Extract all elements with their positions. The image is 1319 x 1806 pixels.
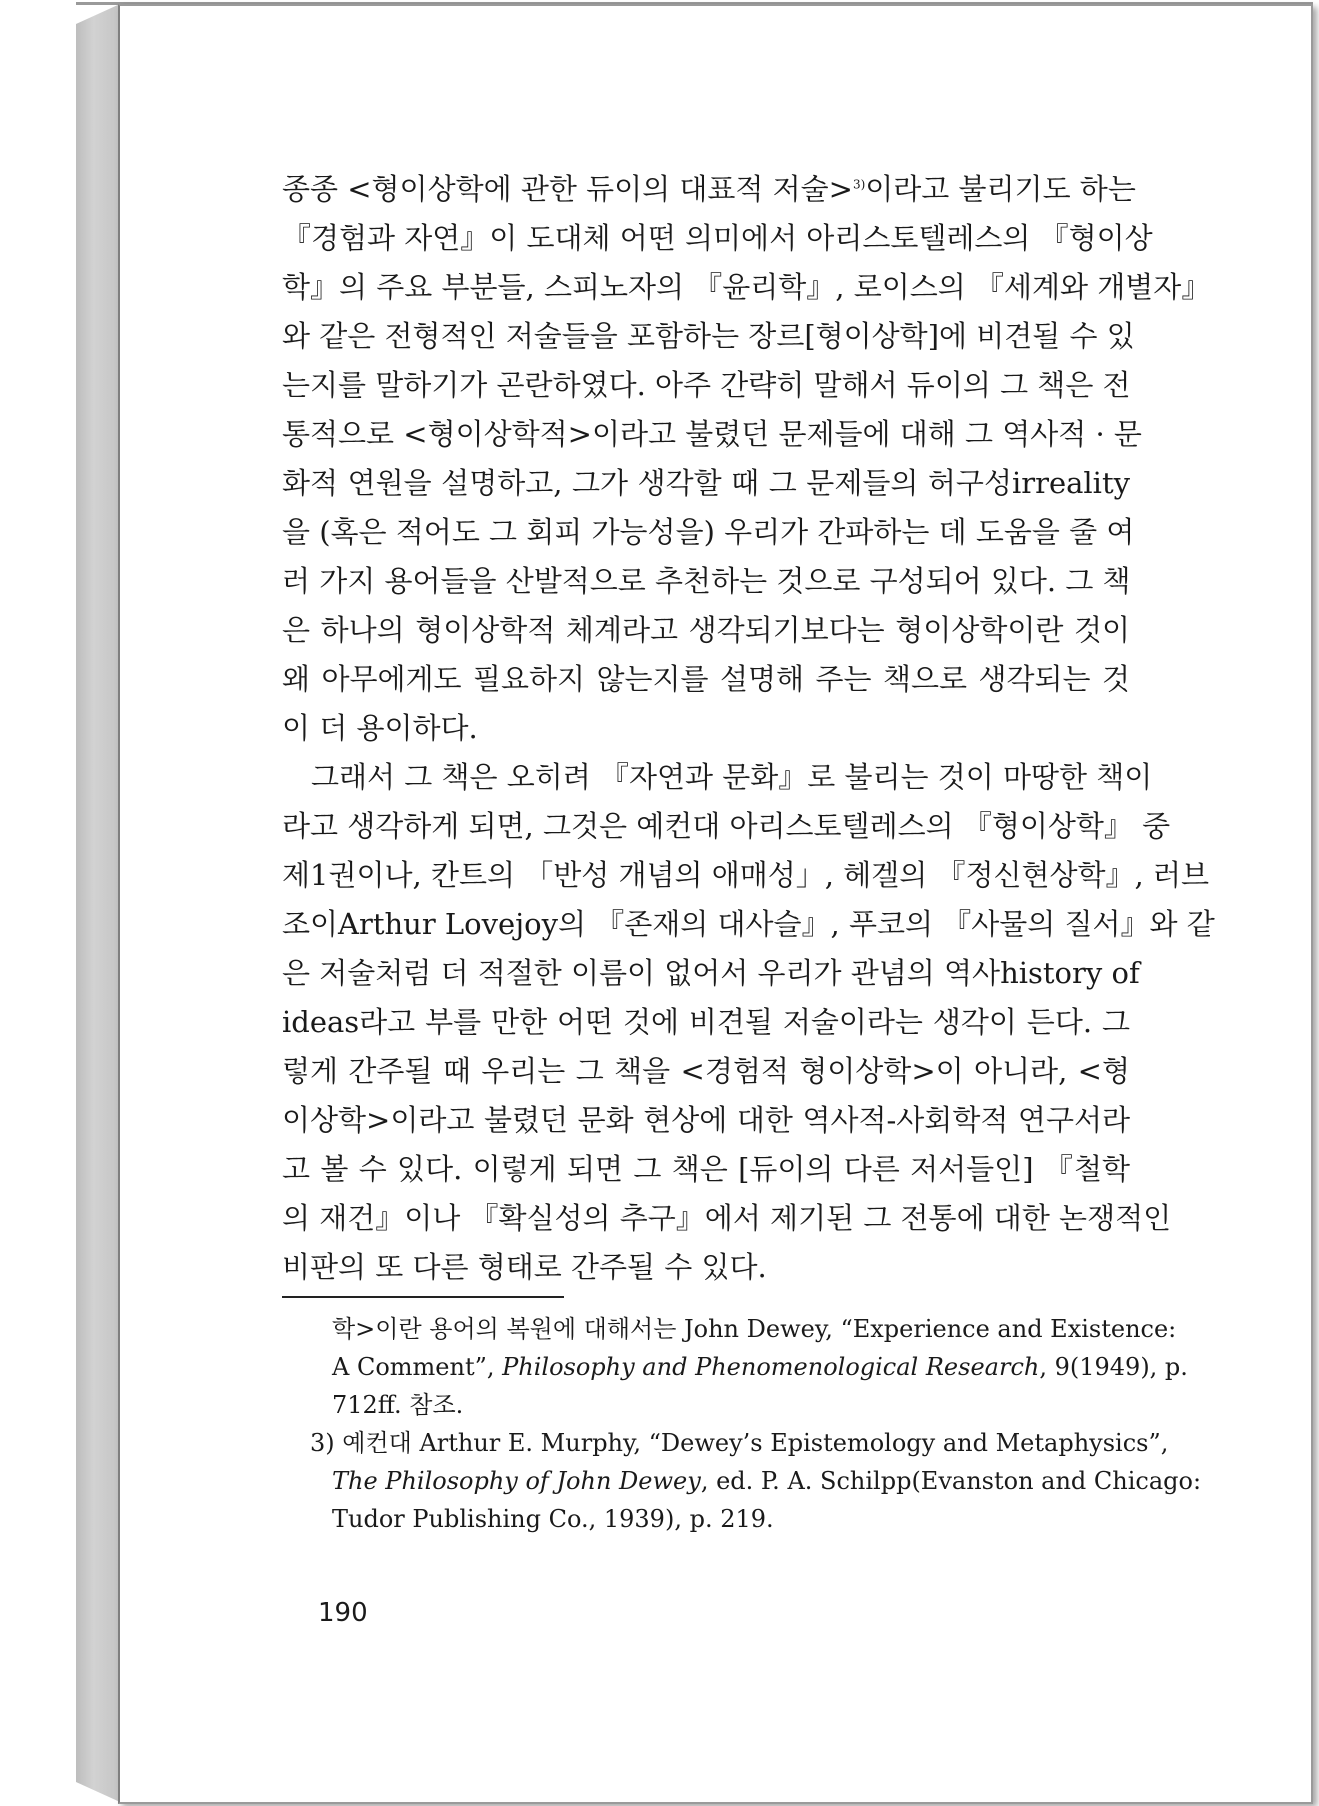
text-line: 은 하나의 형이상학적 체계라고 생각되기보다는 형이상학이란 것이 — [282, 613, 1130, 647]
text-line: 이 더 용이하다. — [282, 711, 478, 745]
footnotes — [282, 1310, 1202, 1538]
text-line: 『경험과 자연』이 도대체 어떤 의미에서 아리스토텔레스의 『형이상 — [282, 221, 1153, 255]
text-line: 화적 연원을 설명하고, 그가 생각할 때 그 문제들의 허구성irreality — [282, 466, 1130, 500]
text-line: 비판의 또 다른 형태로 간주될 수 있다. — [282, 1250, 767, 1284]
text-line: 통적으로 <형이상학적>이라고 불렸던 문제들에 대해 그 역사적 · 문 — [282, 417, 1142, 451]
text-line: 제1권이나, 칸트의 「반성 개념의 애매성」, 헤겔의 『정신현상학』, 러브 — [282, 858, 1209, 892]
text-line: 학』의 주요 부분들, 스피노자의 『윤리학』, 로이스의 『세계와 개별자』 — [282, 270, 1211, 304]
text-line: 의 재건』이나 『확실성의 추구』에서 제기된 그 전통에 대한 논쟁적인 — [282, 1201, 1172, 1235]
text-line: 조이Arthur Lovejoy의 『존재의 대사슬』, 푸코의 『사물의 질서』와 같 — [282, 907, 1215, 941]
footnote-3: 3) 예컨대 Arthur E. Murphy, “Dewey’s Epistemology and Metaphysics”, — [310, 1429, 1169, 1457]
text-line: 은 저술처럼 더 적절한 이름이 없어서 우리가 관념의 역사history of — [282, 956, 1140, 990]
text-line: 이상학>이라고 불렸던 문화 현상에 대한 역사적-사회학적 연구서라 — [282, 1103, 1130, 1137]
footnote-divider — [282, 1296, 564, 1298]
footnote-line: The Philosophy of John Dewey, ed. P. A. Schilpp(Evanston and Chicago: — [332, 1467, 1202, 1495]
footnote-line: 712ff. 참조. — [332, 1391, 464, 1419]
text-line: 고 볼 수 있다. 이렇게 되면 그 책은 [듀이의 다른 저서들인] 『철학 — [282, 1152, 1130, 1186]
page-number: 190 — [318, 1598, 368, 1628]
text-line: 렇게 간주될 때 우리는 그 책을 <경험적 형이상학>이 아니라, <형 — [282, 1054, 1130, 1088]
body-text — [282, 165, 1215, 1292]
text-line: ideas라고 부를 만한 어떤 것에 비견될 저술이라는 생각이 든다. 그 — [282, 1005, 1130, 1039]
footnote-line: Tudor Publishing Co., 1939), p. 219. — [332, 1505, 774, 1533]
footnote-line: 학>이란 용어의 복원에 대해서는 John Dewey, “Experience and Existence: — [332, 1315, 1177, 1343]
text-line: 종종 <형이상학에 관한 듀이의 대표적 저술>$^{3)}$이라고 불리기도 하는 — [282, 172, 1136, 206]
text-line: 는지를 말하기가 곤란하였다. 아주 간략히 말해서 듀이의 그 책은 전 — [282, 368, 1131, 402]
footnote-line: A Comment”, Philosophy and Phenomenological Research, 9(1949), p. — [332, 1353, 1188, 1381]
text-line: 을 (혹은 적어도 그 회피 가능성을) 우리가 간파하는 데 도움을 줄 여 — [282, 515, 1135, 549]
text-line: 그래서 그 책은 오히려 『자연과 문화』로 불리는 것이 마땅한 책이 — [311, 760, 1153, 794]
book-spine — [76, 4, 120, 1802]
text-line: 라고 생각하게 되면, 그것은 예컨대 아리스토텔레스의 『형이상학』 중 — [282, 809, 1171, 843]
text-line: 왜 아무에게도 필요하지 않는지를 설명해 주는 책으로 생각되는 것 — [282, 662, 1130, 696]
text-line: 와 같은 전형적인 저술들을 포함하는 장르[형이상학]에 비견될 수 있 — [282, 319, 1135, 353]
text-line: 러 가지 용어들을 산발적으로 추천하는 것으로 구성되어 있다. 그 책 — [282, 564, 1131, 598]
footnote-marker: 3) — [852, 177, 866, 192]
